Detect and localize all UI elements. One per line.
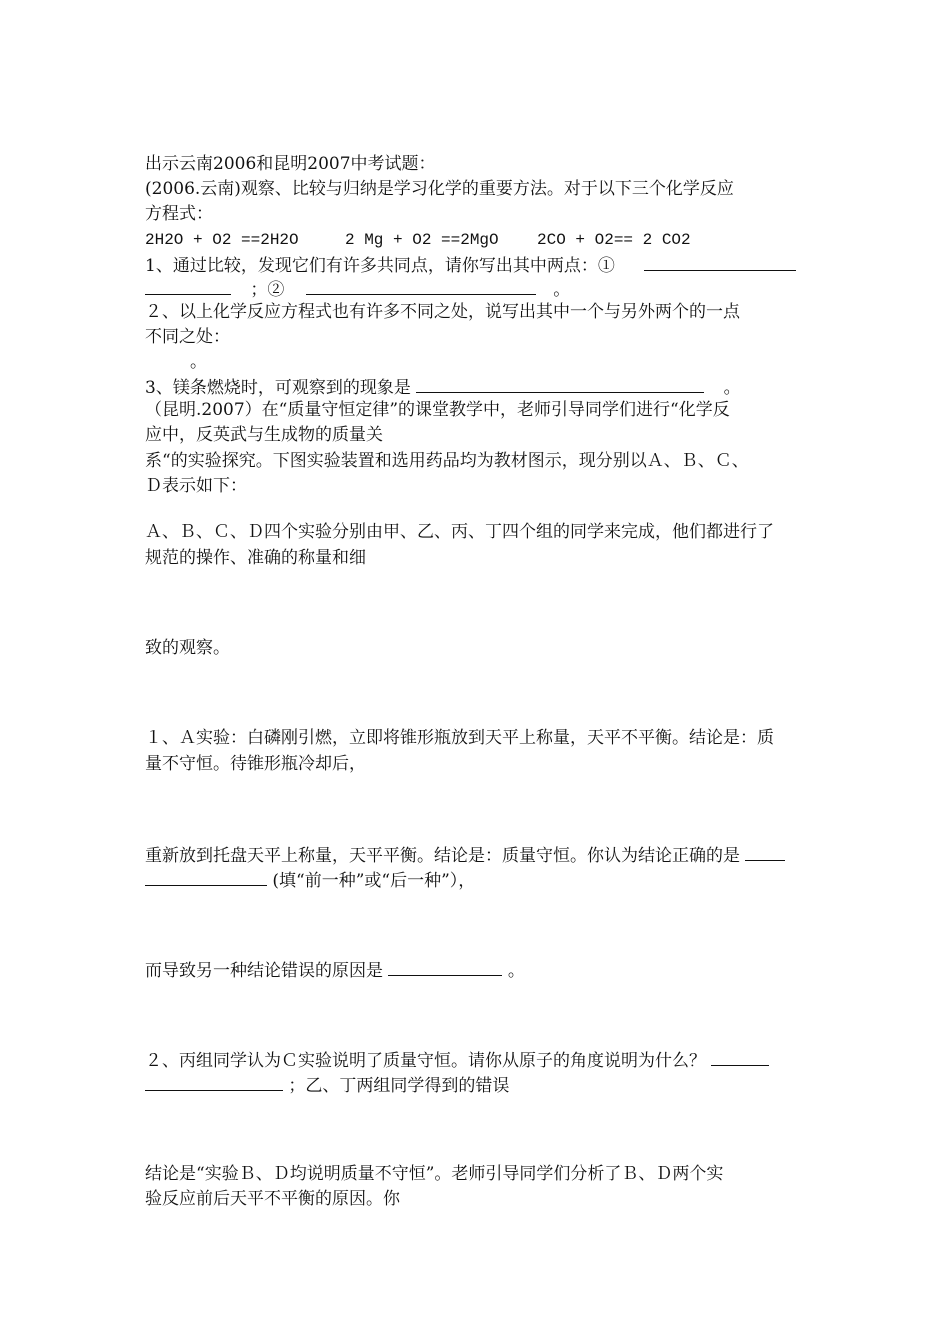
subquestion-b-line-1 [145,1047,769,1073]
conclusion-line-2: 验反应前后天平不平衡的原因。你 [145,1189,400,1209]
subquestion-a-reason-text: 而导致另一种结论错误的原因是 [145,961,383,981]
answer-blank-3[interactable] [416,374,704,393]
question-intro-line-2: 方程式： [145,204,213,224]
equation-1: 2H2O + O2 ==2H2O [145,231,299,249]
intro-line: 出示云南2006和昆明2007中考试题： [145,154,436,174]
answer-blank-4[interactable] [745,842,785,861]
question-1-line [145,252,796,278]
subquestion-b-text: ２、丙组同学认为Ｃ实验说明了质量守恒。请你从原子的角度说明为什么？ [145,1051,706,1071]
experiment-paragraph-line-2: 规范的操作、准确的称量和细 [145,548,366,568]
subquestion-a-line-3 [145,842,785,868]
experiment-paragraph-line-3: 致的观察。 [145,638,230,658]
answer-blank-1b[interactable] [145,276,231,295]
question-1-separator: ；② [250,280,285,300]
kunming-intro-line-3: 系“的实验探究。下图实验装置和选用药品均为教材图示，现分别以Ａ、Ｂ、Ｃ、 [145,451,749,471]
subquestion-a-hint: (填“前一种”或“后一种”）， [272,871,476,891]
experiment-paragraph-line-1: Ａ、Ｂ、Ｃ、Ｄ四个实验分别由甲、乙、丙、丁四个组的同学来完成，他们都进行了 [145,522,774,542]
subquestion-a-line-5 [145,957,525,983]
answer-blank-4b[interactable] [145,867,267,886]
kunming-intro-line-4: Ｄ表示如下： [145,476,247,496]
question-intro-line: (2006.云南)观察、比较与归纳是学习化学的重要方法。对于以下三个化学反应 [145,179,734,199]
question-2-line: ２、以上化学反应方程式也有许多不同之处，说写出其中一个与另外两个的一点 [145,302,740,322]
answer-blank-2[interactable] [306,276,536,295]
question-1-text: 1、通过比较，发现它们有许多共同点，请你写出其中两点：① [145,256,615,276]
equation-3: 2CO + O2== 2 CO2 [537,231,691,249]
subquestion-b-line-2 [145,1072,509,1098]
answer-blank-5[interactable] [388,957,502,976]
subquestion-a-line-4 [145,867,475,893]
equation-row [145,228,691,252]
subquestion-a-text: 重新放到托盘天平上称量，天平平衡。结论是：质量守恒。你认为结论正确的是 [145,846,740,866]
kunming-intro-line-1: （昆明.2007）在“质量守恒定律”的课堂教学中，老师引导同学们进行“化学反 [145,400,730,420]
subquestion-b-continuation: ；乙、丁两组同学得到的错误 [288,1076,510,1096]
subquestion-a-line-1: １、Ａ实验：白磷刚引燃，立即将锥形瓶放到天平上称量，天平不平衡。结论是：质 [145,728,774,748]
answer-blank-6b[interactable] [145,1072,283,1091]
question-3-period: 。 [723,378,741,398]
question-2-line-2: 不同之处： [145,327,230,347]
question-3-text: 3、镁条燃烧时，可观察到的现象是 [145,378,411,398]
kunming-intro-line-2: 应中，反英武与生成物的质量关 [145,425,383,445]
question-3-line [145,374,741,400]
subquestion-a-period: 。 [507,961,525,981]
conclusion-line-1: 结论是“实验Ｂ、Ｄ均说明质量不守恒”。老师引导同学们分析了Ｂ、Ｄ两个实 [145,1164,724,1184]
question-1-period: 。 [553,280,571,300]
subquestion-a-line-2: 量不守恒。待锥形瓶冷却后， [145,754,366,774]
answer-blank-6[interactable] [711,1047,769,1066]
equation-2: 2 Mg + O2 ==2MgO [345,231,499,249]
question-2-period: 。 [190,352,207,372]
answer-blank-1[interactable] [644,252,796,271]
question-1-line-2 [145,276,570,302]
